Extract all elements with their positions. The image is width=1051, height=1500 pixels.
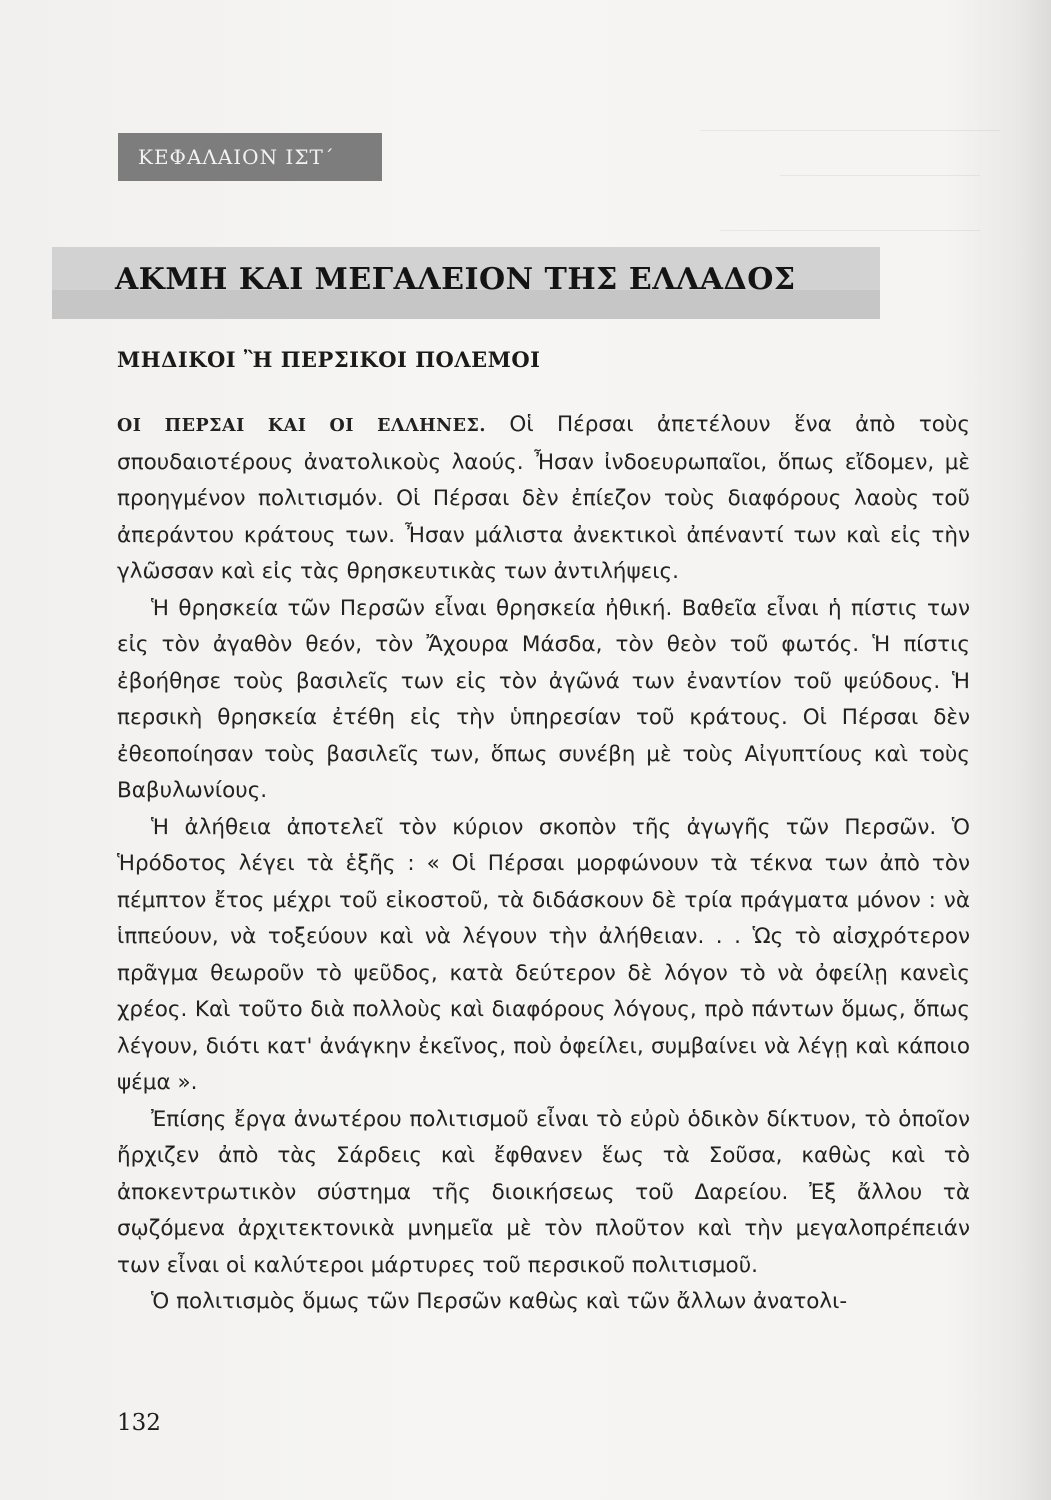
body-text — [117, 407, 970, 1321]
paragraph-4: Ἐπίσης ἔργα ἀνωτέρου πολιτισμοῦ εἶναι τὸ εὐρὺ ὁδικὸν δίκτυον, τὸ ὁποῖον ἤρχιζεν ἀπὸ τὰς Σάρδεις καὶ ἔφθανεν ἕως τὰ Σοῦσα, καθὼς καὶ τὸ ἀποκεντρωτικὸν σύστημα τῆς διοικήσεως τοῦ Δαρείου. Ἐξ ἄλλου τὰ σῳζόμενα ἀρχιτεκτονικὰ μνημεῖα μὲ τὸν πλοῦτον καὶ τὴν μεγαλοπρέπειάν των εἶναι οἱ καλύτεροι μάρτυρες τοῦ περσικοῦ πολιτισμοῦ. — [117, 1106, 970, 1278]
chapter-label: ΚΕΦΑΛΑΙΟΝ ΙΣΤ΄ — [118, 133, 382, 181]
bleed-through-line — [720, 230, 980, 231]
paragraph-2: Ἡ θρησκεία τῶν Περσῶν εἶναι θρησκεία ἠθική. Βαθεῖα εἶναι ἡ πίστις των εἰς τὸν ἀγαθὸν θεόν, τὸν Ἄχουρα Μάσδα, τὸν θεὸν τοῦ φωτός. Ἡ πίστις ἐβοήθησε τοὺς βασιλεῖς των εἰς τὸν ἀγῶνά των ἐναντίον τοῦ ψεύδους. Ἡ περσικὴ θρησκεία ἐτέθη εἰς τὴν ὑπηρεσίαν τοῦ κράτους. Οἱ Πέρσαι δὲν ἐθεοποίησαν τοὺς βασιλεῖς των, ὅπως συνέβη μὲ τοὺς Αἰγυπτίους καὶ τοὺς Βαβυλωνίους. — [117, 595, 970, 803]
chapter-title: ΑΚΜΗ ΚΑΙ ΜΕΓΑΛΕΙΟΝ ΤΗΣ ΕΛΛΑΔΟΣ — [115, 262, 796, 297]
subsection-heading: ΟΙ ΠΕΡΣΑΙ ΚΑΙ ΟΙ ΕΛΛΗΝΕΣ. — [117, 416, 486, 436]
paragraph-5: Ὁ πολιτισμὸς ὅμως τῶν Περσῶν καθὼς καὶ τῶν ἄλλων ἀνατολι- — [151, 1289, 848, 1314]
paragraph-1 — [117, 407, 970, 591]
paragraph-3: Ἡ ἀλήθεια ἀποτελεῖ τὸν κύριον σκοπὸν τῆς ἀγωγῆς τῶν Περσῶν. Ὁ Ἡρόδοτος λέγει τὰ ἑξῆς : « Οἱ Πέρσαι μορφώνουν τὰ τέκνα των ἀπὸ τὸν πέμπτον ἔτος μέχρι τοῦ εἰκοστοῦ, τὰ διδάσκουν δὲ τρία πράγματα μόνον : νὰ ἱππεύουν, νὰ τοξεύουν καὶ νὰ λέγουν τὴν ἀλήθειαν. . . Ὡς τὸ αἰσχρότερον πρᾶγμα θεωροῦν τὸ ψεῦδος, κατὰ δεύτερον δὲ λόγον τὸ νὰ ὀφείλῃ κανεὶς χρέος. Καὶ τοῦτο διὰ πολλοὺς καὶ διαφόρους λόγους, πρὸ πάντων ὅμως, ὅπως λέγουν, διότι κατ' ἀνάγκην ἐκεῖνος, ποὺ ὀφείλει, συμβαίνει νὰ λέγῃ καὶ κάποιο ψέμα ». — [117, 814, 970, 1095]
paragraph-1-text: Οἱ Πέρσαι ἀπετέλουν ἕνα ἀπὸ τοὺς σπουδαιοτέρους ἀνατολικοὺς λαούς. Ἦσαν ἰνδοευρωπαῖοι, ὅπως εἴδομεν, μὲ προηγμένον πολιτισμόν. Οἱ Πέρσαι δὲν ἐπίεζον τοὺς διαφόρους λαοὺς τοῦ ἀπεράντου κράτους των. Ἦσαν μάλιστα ἀνεκτικοὶ ἀπέναντί των καὶ εἰς τὴν γλῶσσαν καὶ εἰς τὰς θρησκευτικὰς των ἀντιλήψεις. — [117, 412, 970, 584]
bleed-through-line — [780, 175, 980, 176]
page-number: 132 — [117, 1410, 161, 1436]
bleed-through-line — [700, 130, 1000, 131]
section-heading: ΜΗΔΙΚΟΙ Ἢ ΠΕΡΣΙΚΟΙ ΠΟΛΕΜΟΙ — [117, 347, 541, 372]
